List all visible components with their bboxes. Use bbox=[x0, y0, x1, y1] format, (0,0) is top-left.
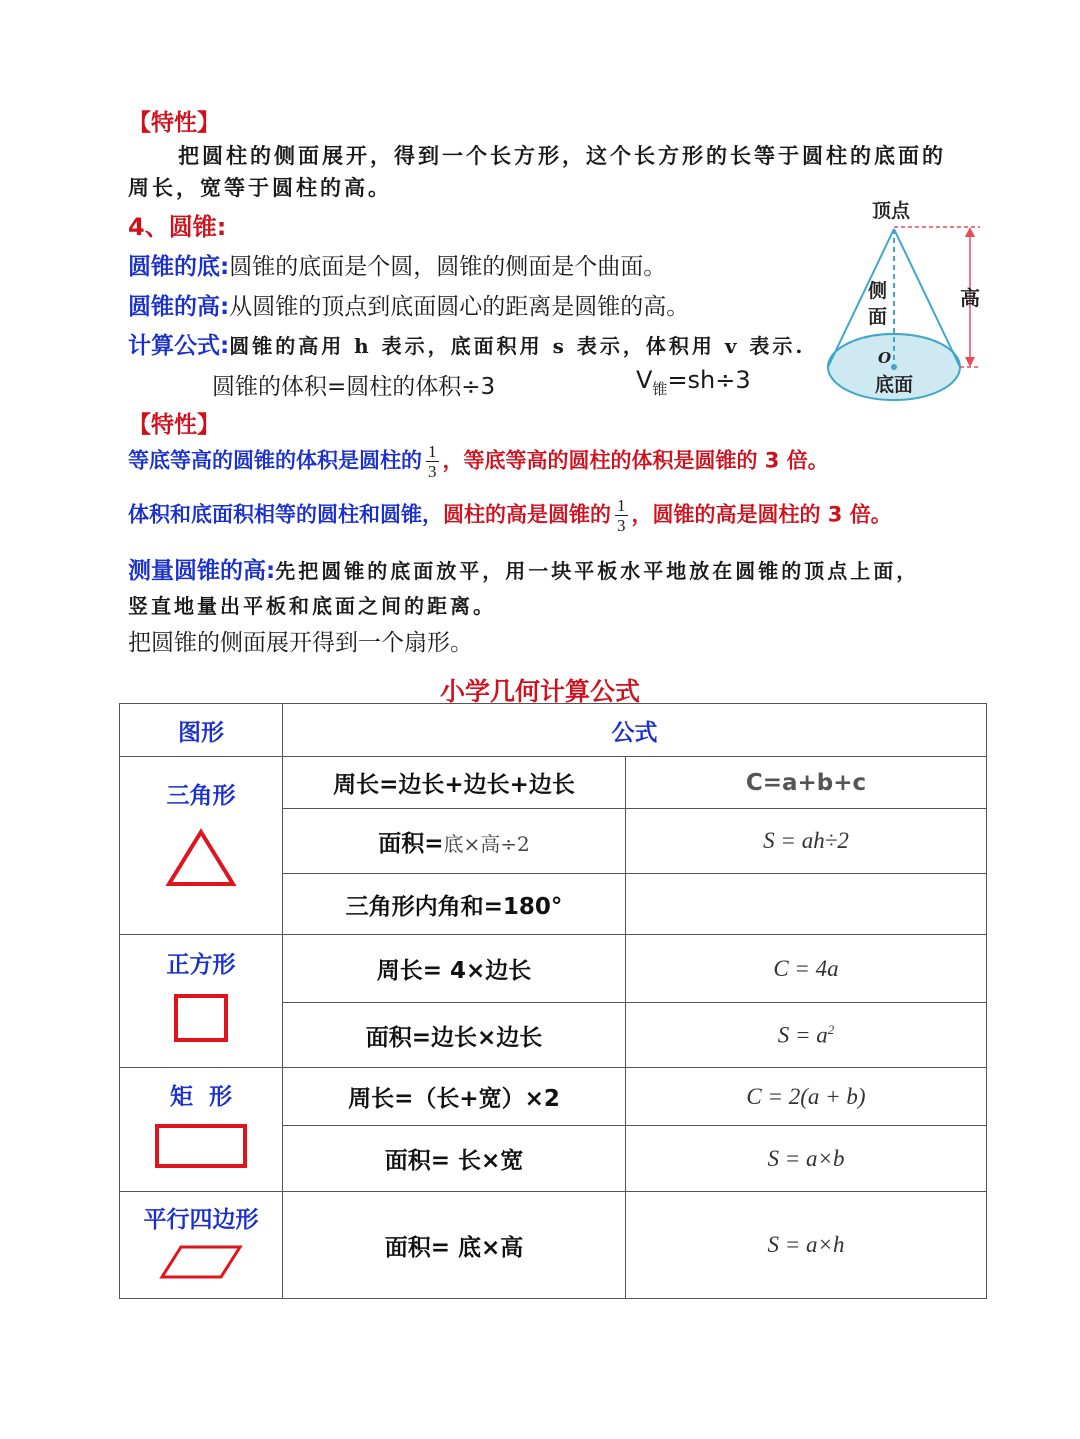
cone-base-text: 圆锥的底面是个圆，圆锥的侧面是个曲面。 bbox=[229, 254, 667, 280]
measure-text1: 先把圆锥的底面放平，用一块平板水平地放在圆锥的顶点上面， bbox=[275, 559, 920, 583]
cone-diagram bbox=[820, 195, 1010, 410]
cone-volume-text: 圆锥的体积=圆柱的体积÷3 bbox=[212, 374, 496, 400]
triangle-area-formula: S = ah÷2 bbox=[626, 809, 987, 874]
triangle-area bbox=[283, 809, 626, 874]
height-arrow-down bbox=[965, 357, 975, 367]
triangle-empty-cell bbox=[626, 874, 987, 935]
square-name: 正方形 bbox=[166, 951, 236, 978]
rectangle-area: 面积= 长×宽 bbox=[283, 1126, 626, 1192]
height-arrow-up bbox=[965, 227, 975, 237]
header-shape: 图形 bbox=[120, 704, 283, 757]
apex-label: 顶点 bbox=[872, 200, 911, 222]
feature-heading-1: 【特性】 bbox=[128, 110, 220, 136]
fraction-one-third-2: $\frac{1}{3}$ bbox=[617, 496, 626, 535]
triangle-name: 三角形 bbox=[166, 783, 236, 809]
table-title: 小学几何计算公式 bbox=[439, 677, 640, 706]
equal-volume-red: 圆柱的高是圆锥的 bbox=[443, 502, 611, 527]
square-area-formula: $S = a^2$ bbox=[626, 1003, 987, 1068]
side-label-2: 面 bbox=[868, 306, 888, 328]
rectangle-shape bbox=[154, 1123, 248, 1169]
equal-base-blue: 等底等高的圆锥的体积是圆柱的 bbox=[128, 448, 422, 473]
triangle-shape bbox=[165, 828, 237, 888]
rectangle-cell bbox=[120, 1068, 283, 1192]
table-row bbox=[120, 1192, 987, 1299]
triangle-perimeter: 周长=边长+边长+边长 bbox=[283, 757, 626, 809]
square-perimeter: 周长= 4×边长 bbox=[283, 935, 626, 1003]
triangle-area-words: 底×高÷2 bbox=[443, 831, 530, 856]
table-row bbox=[120, 1068, 987, 1126]
measure-label: 测量圆锥的高: bbox=[128, 558, 276, 584]
cone-base-line bbox=[128, 248, 666, 281]
unfold-text: 把圆锥的侧面展开得到一个扇形。 bbox=[128, 630, 473, 656]
parallelogram-area: 面积= 底×高 bbox=[283, 1192, 626, 1299]
cone-base-label: 圆锥的底: bbox=[128, 254, 230, 280]
table-header-row bbox=[120, 704, 987, 757]
cone-title: 4、圆锥: bbox=[128, 213, 227, 241]
side-label-1: 侧 bbox=[868, 280, 888, 302]
measure-text2: 竖直地量出平板和底面之间的距离。 bbox=[128, 594, 496, 618]
equal-volume-line bbox=[128, 496, 892, 535]
height-label: 高 bbox=[960, 286, 980, 310]
table-row bbox=[120, 757, 987, 809]
square-cell bbox=[120, 935, 283, 1068]
formula-table bbox=[119, 703, 987, 1299]
triangle-angle-sum: 三角形内角和=180° bbox=[283, 874, 626, 935]
header-formula: 公式 bbox=[283, 704, 987, 757]
parallelogram-cell bbox=[120, 1192, 283, 1299]
cone-formula-label: 计算公式: bbox=[128, 333, 230, 359]
equal-volume-red2: ，圆锥的高是圆柱的 3 倍。 bbox=[631, 502, 892, 527]
parallelogram-name: 平行四边形 bbox=[143, 1206, 259, 1233]
cone-center-dot bbox=[891, 364, 897, 370]
parallelogram-area-formula: S = a×h bbox=[626, 1192, 987, 1299]
triangle-perimeter-formula: C=a+b+c bbox=[626, 757, 987, 809]
measure-line1 bbox=[128, 552, 919, 585]
square-perimeter-formula: C = 4a bbox=[626, 935, 987, 1003]
cone-height-label: 圆锥的高: bbox=[128, 294, 230, 320]
equal-volume-blue: 体积和底面积相等的圆柱和圆锥， bbox=[128, 502, 443, 527]
equal-base-red: ，等底等高的圆柱的体积是圆锥的 3 倍。 bbox=[442, 448, 829, 473]
cone-height-line bbox=[128, 288, 689, 321]
rectangle-area-formula: S = a×b bbox=[626, 1126, 987, 1192]
cone-volume-formula bbox=[636, 366, 751, 398]
volume-sub: 锥 bbox=[652, 380, 668, 398]
feature-heading-2: 【特性】 bbox=[128, 412, 220, 438]
fraction-one-third: $\frac{1}{3}$ bbox=[428, 442, 437, 481]
equal-base-line bbox=[128, 442, 829, 481]
triangle-cell bbox=[120, 757, 283, 935]
rectangle-name: 矩 形 bbox=[169, 1084, 232, 1110]
rectangle-perimeter: 周长=（长+宽）×2 bbox=[283, 1068, 626, 1126]
cone-height-text: 从圆锥的顶点到底面圆心的距离是圆锥的高。 bbox=[229, 294, 690, 320]
table-row bbox=[120, 935, 987, 1003]
cylinder-unfold-line1: 把圆柱的侧面展开，得到一个长方形，这个长方形的长等于圆柱的底面的 bbox=[178, 143, 946, 168]
center-label: O bbox=[878, 349, 892, 367]
base-label: 底面 bbox=[875, 374, 914, 396]
rectangle-perimeter-formula: C = 2(a + b) bbox=[626, 1068, 987, 1126]
square-shape bbox=[173, 993, 229, 1043]
cone-formula-text: 圆锥的高用 h 表示，底面积用 s 表示，体积用 v 表示. bbox=[229, 334, 806, 358]
square-area: 面积=边长×边长 bbox=[283, 1003, 626, 1068]
cone-formula-line bbox=[128, 327, 805, 360]
triangle-area-label: 面积= bbox=[378, 830, 444, 857]
cylinder-unfold-line2: 周长，宽等于圆柱的高。 bbox=[128, 175, 392, 200]
parallelogram-shape bbox=[159, 1244, 243, 1280]
volume-v: V bbox=[636, 366, 653, 394]
volume-rest: =sh÷3 bbox=[667, 366, 751, 394]
